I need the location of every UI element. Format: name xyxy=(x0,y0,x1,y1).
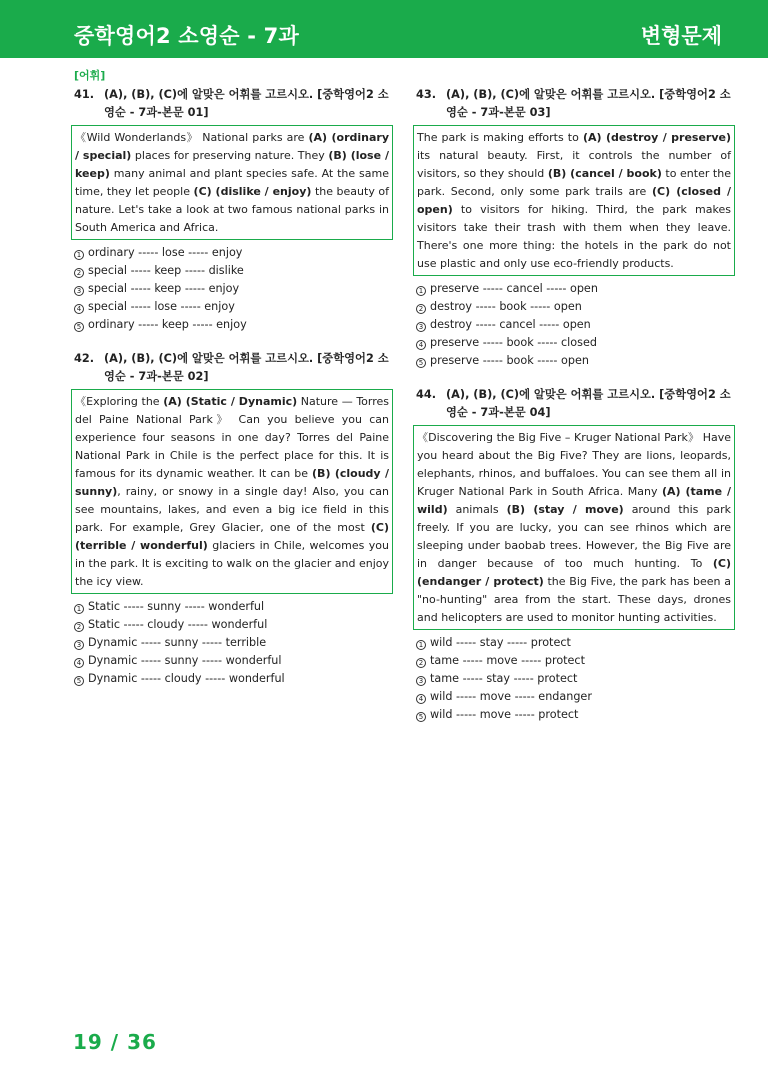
choice-number-icon: 1 xyxy=(74,250,84,260)
choice-text: ordinary ----- lose ----- enjoy xyxy=(88,246,243,259)
passage-text: The park is making efforts to xyxy=(417,131,583,144)
document-title: 중학영어2 소영순 - 7과 xyxy=(74,24,299,48)
choice-number-icon: 2 xyxy=(74,622,84,632)
choice-number-icon: 5 xyxy=(74,322,84,332)
passage-text: Nature — Torres del Paine National Park》 Can you believe you can experience four seasons in one day? Torres del Paine National Park in Chile is the perfect place for this. It is famous for its dynamic weather. It can be xyxy=(75,395,390,480)
question-41 xyxy=(71,86,393,334)
answer-choice[interactable] xyxy=(74,244,393,262)
choice-text: Static ----- cloudy ----- wonderful xyxy=(88,618,268,631)
answer-choice[interactable] xyxy=(74,280,393,298)
blank-option-group: (C) (closed / open) xyxy=(417,185,731,216)
passage-text: 《Discovering the Big Five – Kruger National Park》 Have you heard about the Big Five? They are lions, leopards, elephants, rhinos, and buffaloes. You can see them all in Kruger National Park in South Africa. Many xyxy=(417,431,731,498)
choice-text: special ----- keep ----- enjoy xyxy=(88,282,240,295)
question-42 xyxy=(71,350,393,688)
answer-choice[interactable] xyxy=(416,706,735,724)
question-prompt: (A), (B), (C)에 알맞은 어휘를 고르시오. [중학영어2 소영순 - 7과-본문 03] xyxy=(446,88,731,119)
choice-number-icon: 4 xyxy=(74,304,84,314)
choice-text: tame ----- move ----- protect xyxy=(430,654,585,667)
passage-box xyxy=(71,389,393,594)
answer-choice[interactable] xyxy=(416,634,735,652)
answer-choice[interactable] xyxy=(74,670,393,688)
choice-text: Dynamic ----- sunny ----- wonderful xyxy=(88,654,282,667)
question-header xyxy=(416,86,735,122)
answer-choice[interactable] xyxy=(74,616,393,634)
question-number: 43. xyxy=(416,88,437,101)
question-prompt: (A), (B), (C)에 알맞은 어휘를 고르시오. [중학영어2 소영순 - 7과-본문 02] xyxy=(104,352,389,383)
choice-text: wild ----- move ----- protect xyxy=(430,708,579,721)
choice-text: preserve ----- book ----- closed xyxy=(430,336,597,349)
passage-box xyxy=(71,125,393,240)
passage-text: around this park freely. If you are lucky, you can see rhinos which are sleeping under baobab trees. However, the Big Five are in danger because of too much hunting. To xyxy=(417,503,731,570)
choice-number-icon: 1 xyxy=(416,286,426,296)
blank-option-group: (C) (terrible / wonderful) xyxy=(75,521,389,552)
choice-number-icon: 1 xyxy=(74,604,84,614)
answer-choice[interactable] xyxy=(416,334,735,352)
passage-text: animals xyxy=(447,503,507,516)
choice-text: Dynamic ----- sunny ----- terrible xyxy=(88,636,267,649)
passage-box xyxy=(413,425,735,630)
blank-option-group: (A) (tame / wild) xyxy=(417,485,731,516)
answer-choice[interactable] xyxy=(416,298,735,316)
answer-choice[interactable] xyxy=(74,298,393,316)
choice-text: preserve ----- cancel ----- open xyxy=(430,282,598,295)
section-tag: [어휘] xyxy=(74,69,106,82)
right-column xyxy=(413,86,735,740)
passage-text: its natural beauty. First, it controls the number of visitors, so they should xyxy=(417,149,731,180)
passage-text: , rainy, or snowy in a single day! Also, you can see mountains, lakes, and even a big ice field in this park. For example, Grey Glacier, one of the most xyxy=(75,485,389,534)
blank-option-group: (B) (lose / keep) xyxy=(75,149,389,180)
choice-text: Dynamic ----- cloudy ----- wonderful xyxy=(88,672,285,685)
question-44 xyxy=(413,386,735,724)
answer-choice[interactable] xyxy=(74,262,393,280)
passage-box xyxy=(413,125,735,276)
answer-choice[interactable] xyxy=(74,652,393,670)
answer-choices xyxy=(71,598,393,688)
passage-text: places for preserving nature. They xyxy=(131,149,329,162)
blank-option-group: (A) (ordinary / special) xyxy=(75,131,389,162)
question-header xyxy=(74,86,393,122)
question-header xyxy=(74,350,393,386)
choice-text: special ----- keep ----- dislike xyxy=(88,264,244,277)
answer-choice[interactable] xyxy=(416,652,735,670)
choice-text: destroy ----- book ----- open xyxy=(430,300,582,313)
answer-choice[interactable] xyxy=(416,352,735,370)
answer-choice[interactable] xyxy=(74,634,393,652)
blank-option-group: (C) (endanger / protect) xyxy=(417,557,731,588)
passage-text: 《Exploring the xyxy=(75,395,164,408)
choice-text: Static ----- sunny ----- wonderful xyxy=(88,600,265,613)
answer-choice[interactable] xyxy=(74,316,393,334)
choice-number-icon: 3 xyxy=(74,286,84,296)
answer-choices xyxy=(71,244,393,334)
answer-choices xyxy=(413,280,735,370)
choice-number-icon: 5 xyxy=(416,712,426,722)
passage-text: the Big Five, the park has been a "no-hunting" area from the start. These days, drones and helicopters are used to monitor hunting activities. xyxy=(417,575,731,624)
choice-text: preserve ----- book ----- open xyxy=(430,354,589,367)
question-prompt: (A), (B), (C)에 알맞은 어휘를 고르시오. [중학영어2 소영순 - 7과-본문 01] xyxy=(104,88,389,119)
choice-text: destroy ----- cancel ----- open xyxy=(430,318,591,331)
passage-text: many animal and plant species safe. At the same time, they let people xyxy=(75,167,389,198)
answer-choice[interactable] xyxy=(416,280,735,298)
answer-choice[interactable] xyxy=(416,688,735,706)
choice-number-icon: 5 xyxy=(416,358,426,368)
choice-text: wild ----- stay ----- protect xyxy=(430,636,571,649)
answer-choice[interactable] xyxy=(74,598,393,616)
choice-number-icon: 2 xyxy=(416,304,426,314)
choice-text: tame ----- stay ----- protect xyxy=(430,672,578,685)
question-header xyxy=(416,386,735,422)
blank-option-group: (B) (cancel / book) xyxy=(547,167,662,180)
question-43 xyxy=(413,86,735,370)
choice-text: special ----- lose ----- enjoy xyxy=(88,300,235,313)
blank-option-group: (A) (destroy / preserve) xyxy=(582,131,731,144)
passage-text: 《Wild Wonderlands》 National parks are xyxy=(75,131,309,144)
answer-choice[interactable] xyxy=(416,670,735,688)
choice-text: wild ----- move ----- endanger xyxy=(430,690,592,703)
choice-number-icon: 4 xyxy=(416,694,426,704)
choice-number-icon: 3 xyxy=(416,322,426,332)
choice-text: ordinary ----- keep ----- enjoy xyxy=(88,318,247,331)
passage-text: to visitors for hiking. Third, the park makes visitors take their trash with them when they leave. There's one more thing: the hotels in the park do not use plastic and only use eco-friendly products. xyxy=(417,203,731,270)
blank-option-group: (C) (dislike / enjoy) xyxy=(193,185,312,198)
blank-option-group: (A) (Static / Dynamic) xyxy=(163,395,298,408)
question-prompt: (A), (B), (C)에 알맞은 어휘를 고르시오. [중학영어2 소영순 - 7과-본문 04] xyxy=(446,388,731,419)
blank-option-group: (B) (cloudy / sunny) xyxy=(75,467,389,498)
choice-number-icon: 4 xyxy=(74,658,84,668)
choice-number-icon: 2 xyxy=(74,268,84,278)
page-number: 19 / 36 xyxy=(73,1030,157,1054)
question-number: 42. xyxy=(74,352,95,365)
passage-text: the beauty of nature. Let's take a look at two famous national parks in South America and Africa. xyxy=(75,185,389,234)
answer-choice[interactable] xyxy=(416,316,735,334)
choice-number-icon: 3 xyxy=(416,676,426,686)
question-number: 44. xyxy=(416,388,437,401)
choice-number-icon: 4 xyxy=(416,340,426,350)
choice-number-icon: 5 xyxy=(74,676,84,686)
answer-choices xyxy=(413,634,735,724)
passage-text: glaciers in Chile, welcomes you in the park. It is exciting to walk on the glacier and enjoy the icy view. xyxy=(75,539,390,588)
document-type-label: 변형문제 xyxy=(640,24,722,48)
choice-number-icon: 3 xyxy=(74,640,84,650)
blank-option-group: (B) (stay / move) xyxy=(506,503,624,516)
choice-number-icon: 1 xyxy=(416,640,426,650)
question-number: 41. xyxy=(74,88,95,101)
left-column xyxy=(71,86,393,704)
page-header xyxy=(0,0,768,58)
passage-text: to enter the park. Second, only some park trails are xyxy=(417,167,731,198)
choice-number-icon: 2 xyxy=(416,658,426,668)
